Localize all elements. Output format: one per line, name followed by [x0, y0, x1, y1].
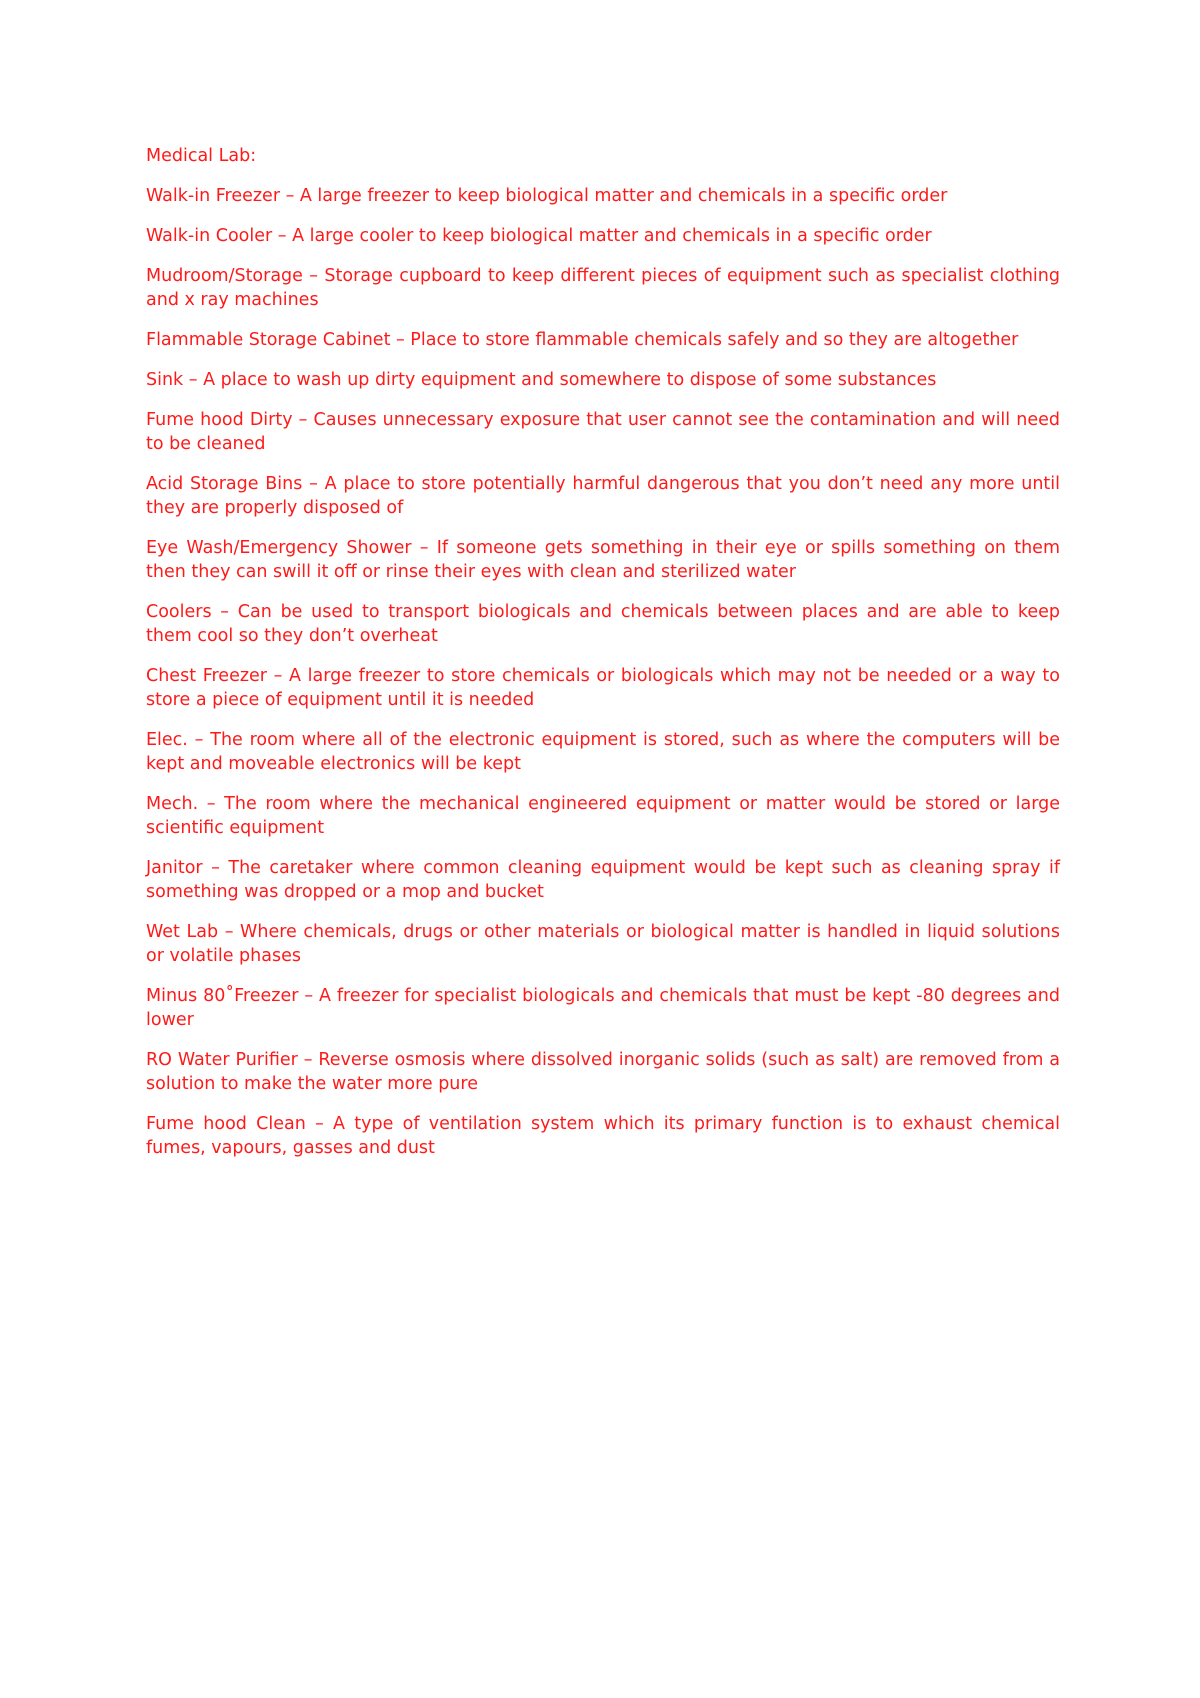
entry-fume-hood-clean: Fume hood Clean – A type of ventilation system which its primary function is to exhaust chemical fumes, vapours, gasses and dust	[146, 1114, 1060, 1158]
entry-ro-water-purifier: RO Water Purifier – Reverse osmosis where dissolved inorganic solids (such as salt) are removed from a solution to make the water more pure	[146, 1050, 1060, 1094]
entry-chest-freezer: Chest Freezer – A large freezer to store chemicals or biologicals which may not be needed or a way to store a piece of equipment until it is needed	[146, 666, 1060, 710]
entry-eye-wash-emergency-shower: Eye Wash/Emergency Shower – If someone gets something in their eye or spills something on them then they can swill it off or rinse their eyes with clean and sterilized water	[146, 538, 1060, 582]
entry-acid-storage-bins: Acid Storage Bins – A place to store potentially harmful dangerous that you don’t need any more until they are properly disposed of	[146, 474, 1060, 518]
entry-mech: Mech. – The room where the mechanical engineered equipment or matter would be stored or large scientific equipment	[146, 794, 1060, 838]
entry-coolers: Coolers – Can be used to transport biologicals and chemicals between places and are able to keep them cool so they don’t overheat	[146, 602, 1060, 646]
entry-fume-hood-dirty: Fume hood Dirty – Causes unnecessary exposure that user cannot see the contamination and will need to be cleaned	[146, 410, 1060, 454]
entry-walk-in-freezer: Walk-in Freezer – A large freezer to keep biological matter and chemicals in a specific order	[146, 186, 948, 206]
document-page	[146, 144, 1060, 1176]
entry-elec: Elec. – The room where all of the electronic equipment is stored, such as where the computers will be kept and moveable electronics will be kept	[146, 730, 1060, 774]
entry-walk-in-cooler: Walk-in Cooler – A large cooler to keep biological matter and chemicals in a specific order	[146, 226, 932, 246]
document-title: Medical Lab:	[146, 146, 257, 166]
entry-minus-80-freezer: Minus 80˚Freezer – A freezer for specialist biologicals and chemicals that must be kept -80 degrees and lower	[146, 986, 1060, 1030]
entry-flammable-storage-cabinet: Flammable Storage Cabinet – Place to store flammable chemicals safely and so they are altogether	[146, 330, 1019, 350]
entry-sink: Sink – A place to wash up dirty equipment and somewhere to dispose of some substances	[146, 370, 937, 390]
entry-mudroom-storage: Mudroom/Storage – Storage cupboard to keep different pieces of equipment such as specialist clothing and x ray machines	[146, 266, 1060, 310]
entry-wet-lab: Wet Lab – Where chemicals, drugs or other materials or biological matter is handled in liquid solutions or volatile phases	[146, 922, 1060, 966]
entry-janitor: Janitor – The caretaker where common cleaning equipment would be kept such as cleaning spray if something was dropped or a mop and bucket	[146, 858, 1060, 902]
